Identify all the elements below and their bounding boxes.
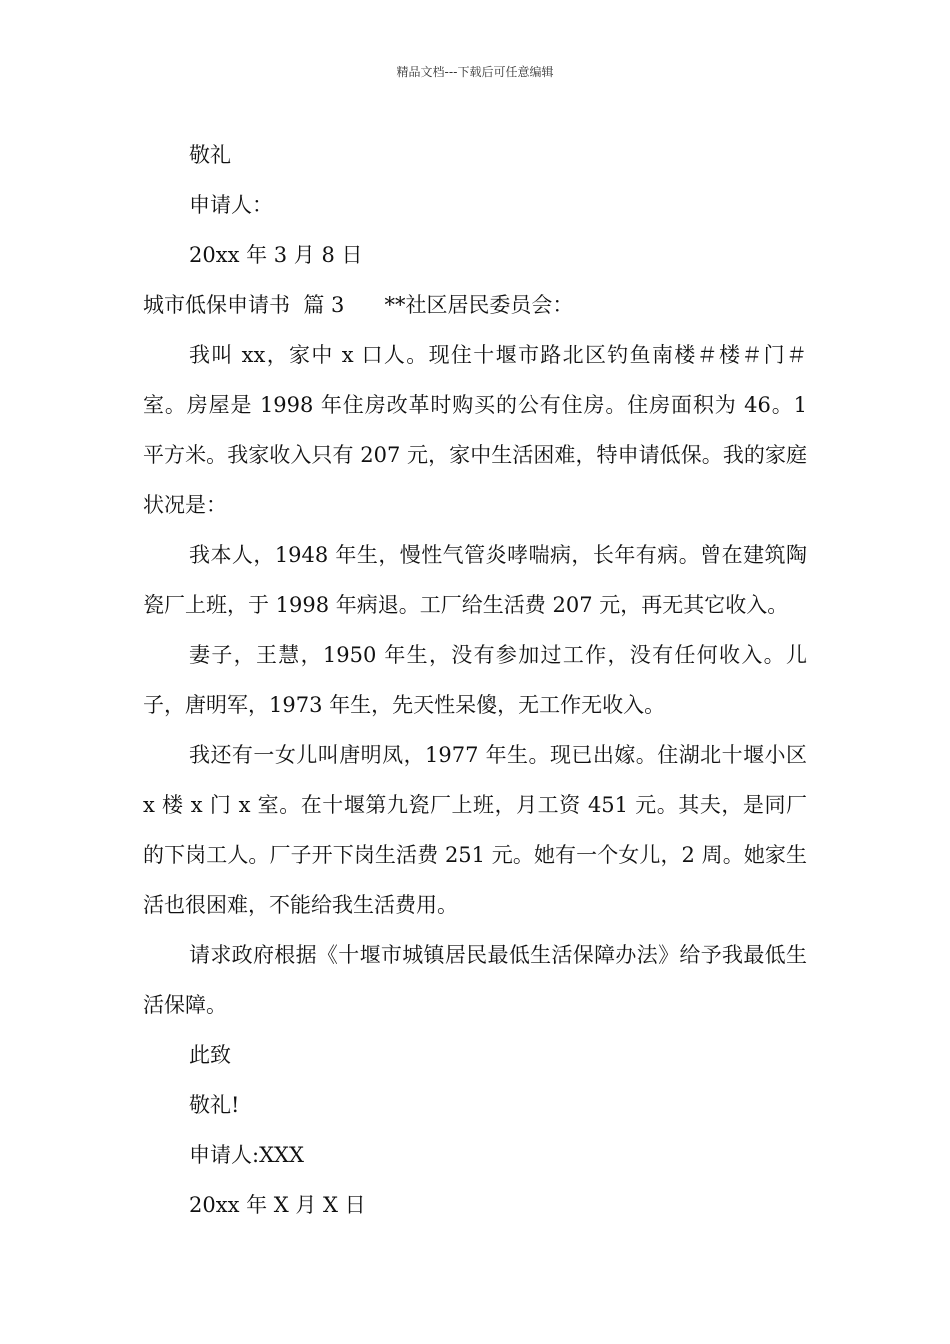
salutation-line: 敬礼 (189, 143, 231, 167)
application-date: 20xx 年 3 月 8 日 (189, 243, 363, 267)
letter-title-line: 城市低保申请书 篇 3 **社区居民委员会： (143, 293, 574, 317)
salute-line: 敬礼! (189, 1093, 240, 1117)
paragraph-request: 请求政府根据《十堰市城镇居民最低生活保障办法》给予我最低生活保障。 (143, 943, 807, 1017)
applicant-signature: 申请人:XXX (189, 1143, 304, 1167)
paragraph-daughter: 我还有一女儿叫唐明凤，1977 年生。现已出嫁。住湖北十堰小区 x 楼 x 门 x 室。在十堰第九瓷厂上班，月工资 451 元。其夫，是同厂的下岗工人。厂子开下岗生活费 251 元。她有一个女儿，2 周。她家生活也很困难，不能给我生活费用。 (143, 743, 814, 917)
paragraph-residence: 我叫 xx，家中 x 口人。现住十堰市路北区钓鱼南楼＃楼＃门＃室。房屋是 1998 年住房改革时购买的公有住房。住房面积为 46。1 平方米。我家收入只有 207 元，家中生活困难，特申请低保。我的家庭状况是： (143, 343, 814, 517)
page-header-note: 精品文档---下载后可任意编辑 (396, 65, 554, 79)
applicant-label: 申请人： (189, 193, 273, 217)
paragraph-self: 我本人，1948 年生，慢性气管炎哮喘病，长年有病。曾在建筑陶瓷厂上班，于 1998 年病退。工厂给生活费 207 元，再无其它收入。 (143, 543, 807, 617)
signature-date: 20xx 年 X 月 X 日 (189, 1193, 366, 1217)
closing-line: 此致 (189, 1043, 231, 1067)
paragraph-wife-son: 妻子，王慧，1950 年生，没有参加过工作，没有任何收入。儿子，唐明军，1973 年生，先天性呆傻，无工作无收入。 (143, 643, 807, 717)
document-body (143, 130, 814, 1230)
